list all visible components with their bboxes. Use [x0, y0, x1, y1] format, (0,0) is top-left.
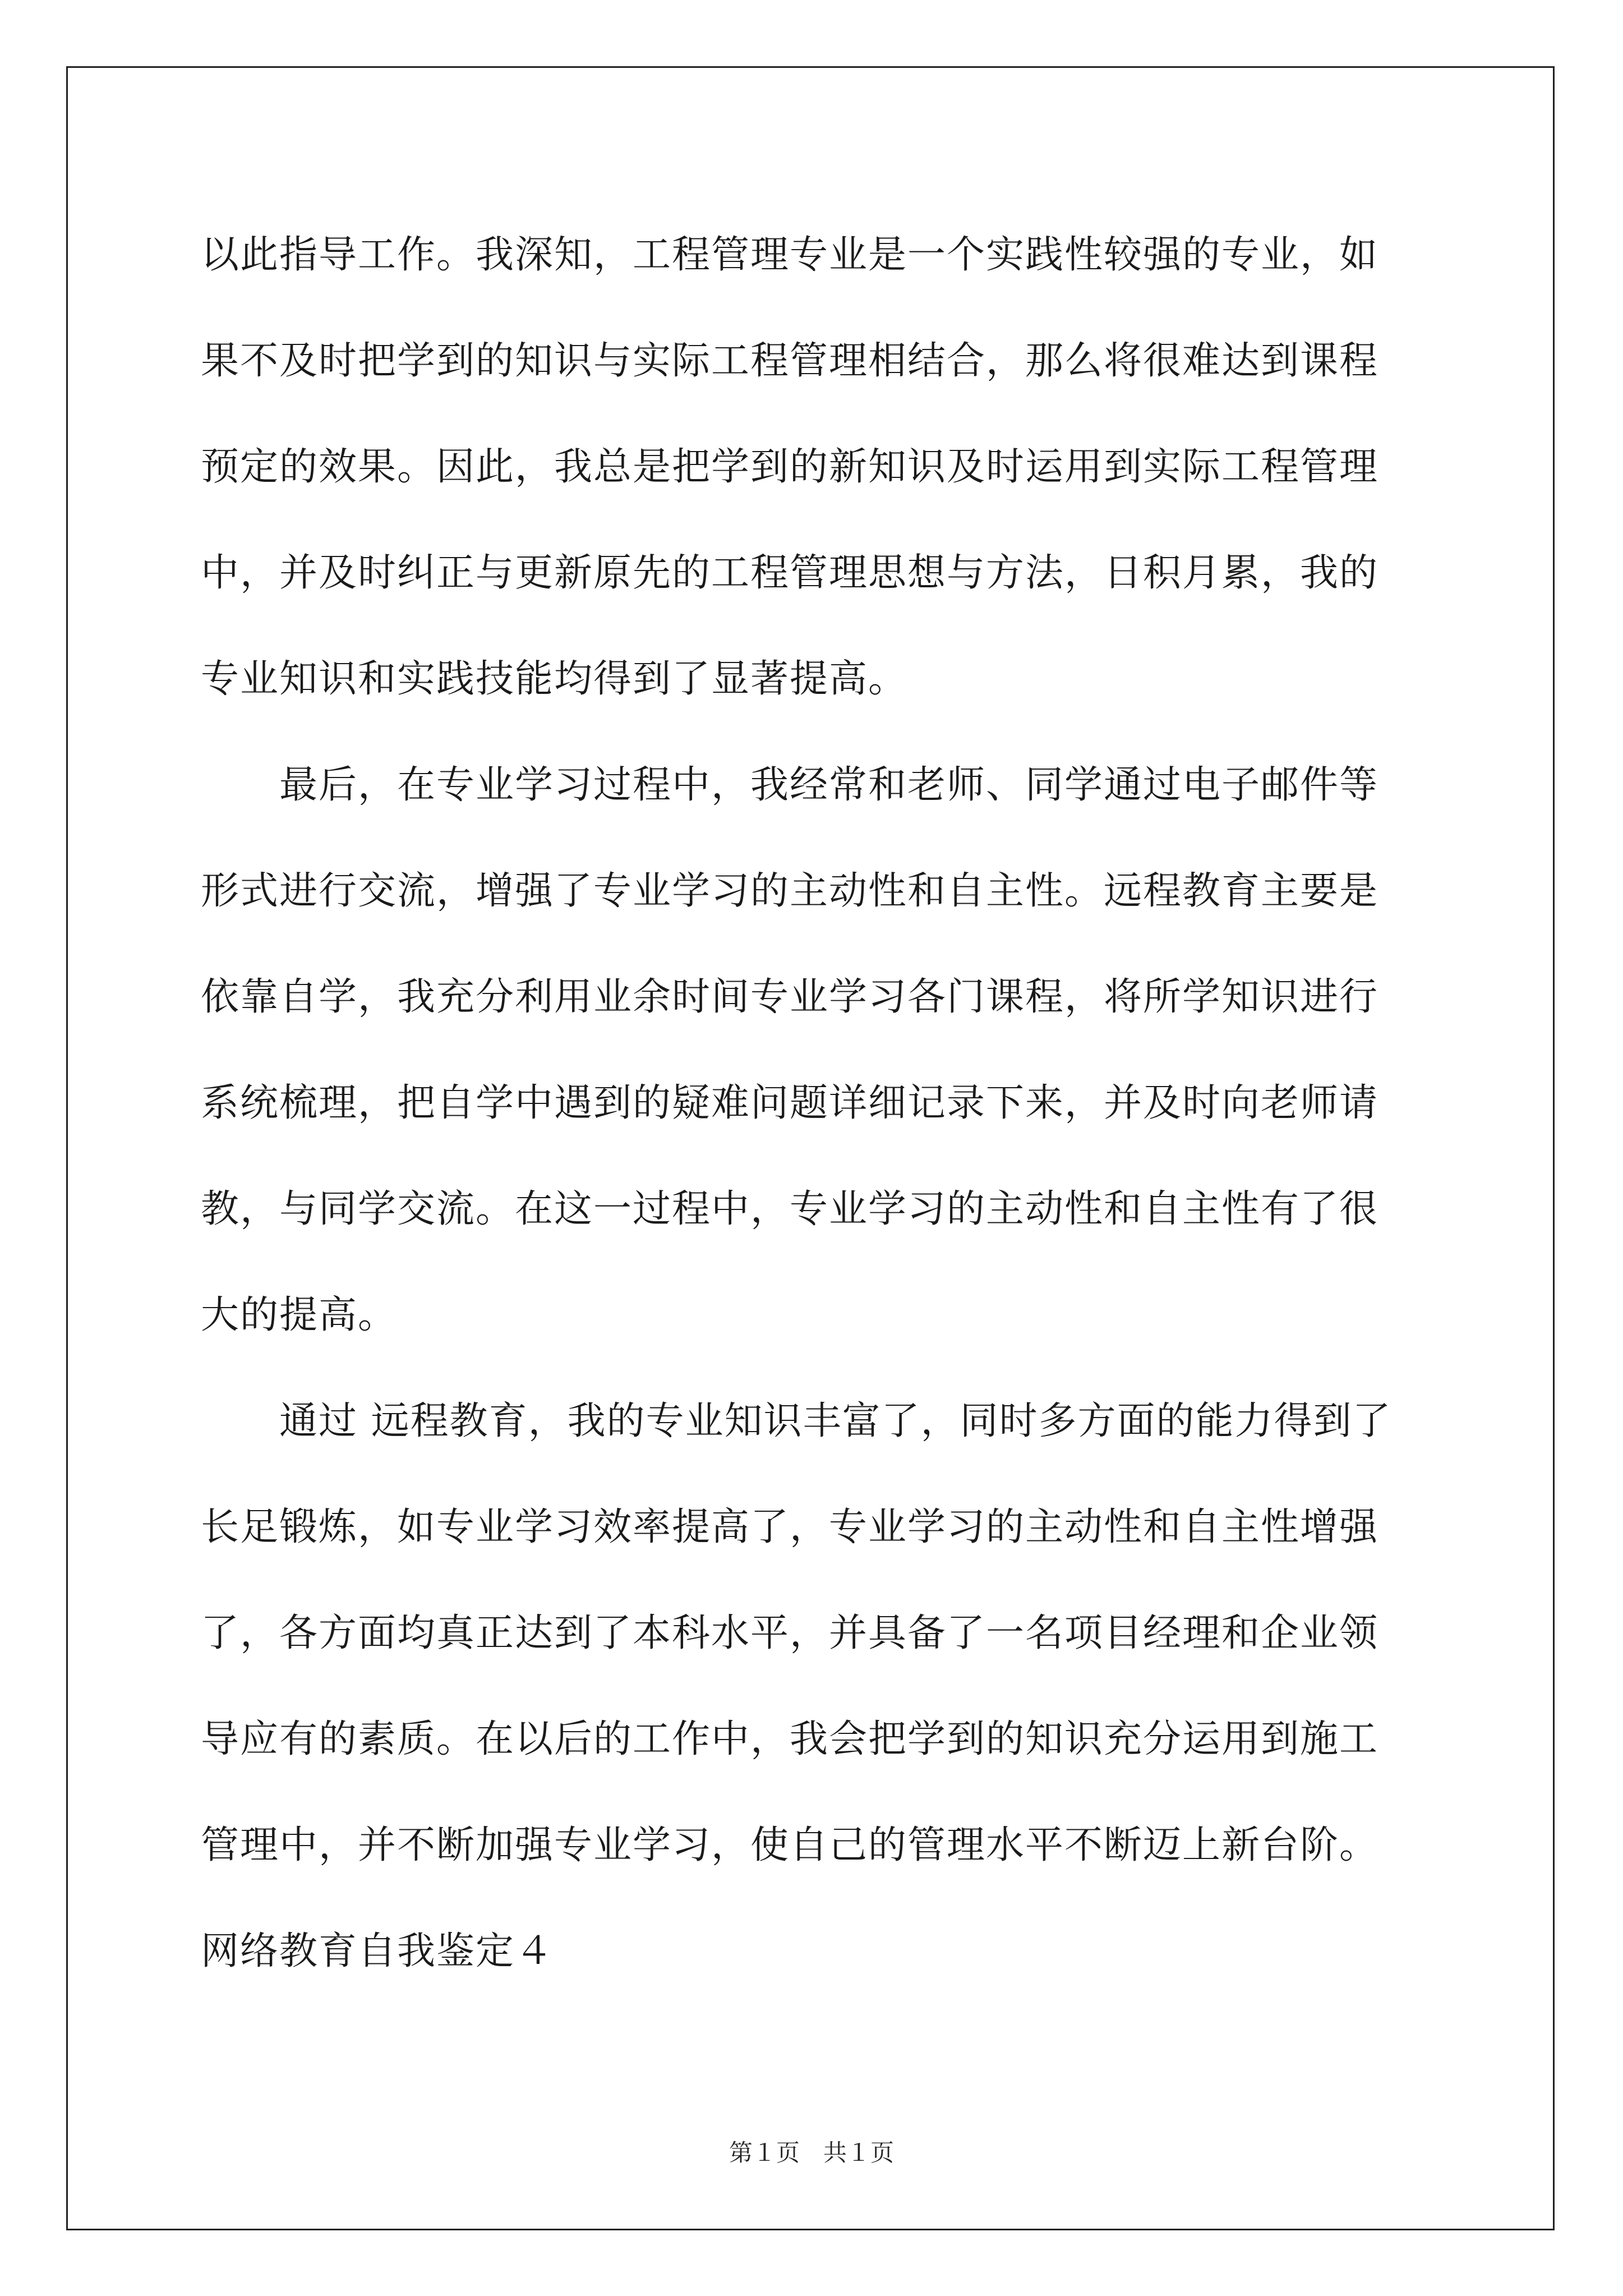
document-body [201, 202, 1435, 2004]
text-line: 专业知识和实践技能均得到了显著提高。 [201, 657, 908, 701]
text-line: 中，并及时纠正与更新原先的工程管理思想与方法，日积月累，我的 [201, 551, 1379, 595]
section-heading: 网络教育自我鉴定４ [201, 1929, 555, 1973]
text-line: 预定的效果。因此，我总是把学到的新知识及时运用到实际工程管理 [201, 445, 1379, 489]
text-line: 系统梳理，把自学中遇到的疑难问题详细记录下来，并及时向老师请 [201, 1081, 1379, 1125]
text-line: 导应有的素质。在以后的工作中，我会把学到的知识充分运用到施工 [201, 1717, 1379, 1761]
text-line: 通过 远程教育，我的专业知识丰富了，同时多方面的能力得到了 [201, 1399, 1392, 1443]
text-line: 形式进行交流，增强了专业学习的主动性和自主性。远程教育主要是 [201, 869, 1379, 913]
text-line: 果不及时把学到的知识与实际工程管理相结合，那么将很难达到课程 [201, 339, 1379, 383]
text-line: 大的提高。 [201, 1293, 398, 1337]
text-line: 教，与同学交流。在这一过程中，专业学习的主动性和自主性有了很 [201, 1187, 1379, 1231]
text-line: 长足锻炼，如专业学习效率提高了，专业学习的主动性和自主性增强 [201, 1505, 1379, 1549]
text-line: 以此指导工作。我深知，工程管理专业是一个实践性较强的专业，如 [201, 233, 1379, 277]
text-line: 依靠自学，我充分利用业余时间专业学习各门课程，将所学知识进行 [201, 975, 1379, 1019]
text-line: 管理中，并不断加强专业学习，使自己的管理水平不断迈上新台阶。 [201, 1823, 1379, 1867]
text-line: 最后，在专业学习过程中，我经常和老师、同学通过电子邮件等 [201, 763, 1379, 807]
page-footer: 第１页 共１页 [728, 2139, 894, 2166]
text-line: 了，各方面均真正达到了本科水平，并具备了一名项目经理和企业领 [201, 1611, 1379, 1655]
